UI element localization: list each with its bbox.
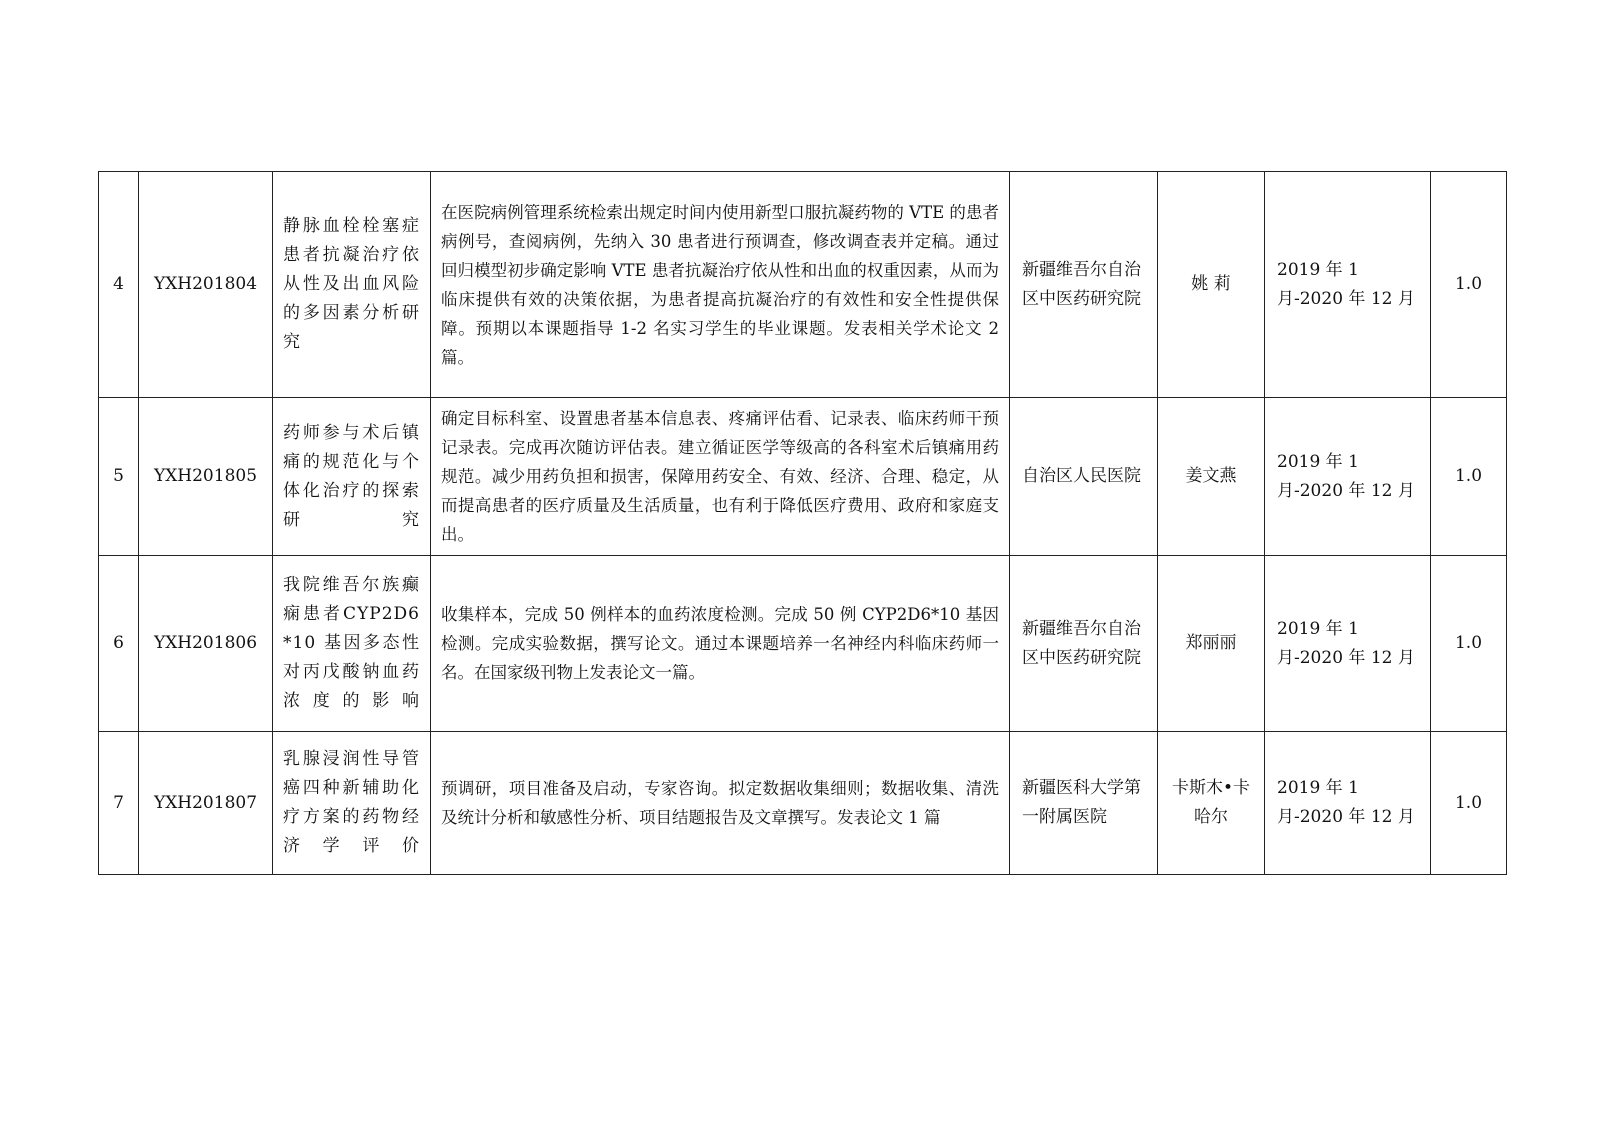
project-amount: 1.0 (1431, 398, 1507, 556)
project-period: 2019 年 1 月-2020 年 12 月 (1265, 732, 1431, 875)
table-row (99, 732, 1507, 875)
project-leader: 姜文燕 (1158, 398, 1265, 556)
project-title: 我院维吾尔族癫痫患者CYP2D6*10 基因多态性对丙戊酸钠血药浓度的影响 (273, 556, 431, 732)
project-organization: 新疆医科大学第一附属医院 (1010, 732, 1158, 875)
project-description: 在医院病例管理系统检索出规定时间内使用新型口服抗凝药物的 VTE 的患者病例号，查阅病例，先纳入 30 患者进行预调查，修改调查表并定稿。通过回归模型初步确定影响 VTE 患者抗凝治疗依从性和出血的权重因素，从而为临床提供有效的决策依据，为患者提高抗凝治疗的有效性和安全性提供保障。预期以本课题指导 1-2 名实习学生的毕业课题。发表相关学术论文 2 篇。 (431, 172, 1010, 398)
row-index: 6 (99, 556, 139, 732)
row-index: 5 (99, 398, 139, 556)
project-organization: 新疆维吾尔自治区中医药研究院 (1010, 172, 1158, 398)
row-index: 7 (99, 732, 139, 875)
project-code: YXH201806 (139, 556, 273, 732)
project-amount: 1.0 (1431, 556, 1507, 732)
project-description: 确定目标科室、设置患者基本信息表、疼痛评估看、记录表、临床药师干预记录表。完成再次随访评估表。建立循证医学等级高的各科室术后镇痛用药规范。减少用药负担和损害，保障用药安全、有效、经济、合理、稳定，从而提高患者的医疗质量及生活质量，也有利于降低医疗费用、政府和家庭支出。 (431, 398, 1010, 556)
project-title: 静脉血栓栓塞症患者抗凝治疗依从性及出血风险的多因素分析研究 (273, 172, 431, 398)
project-leader: 郑丽丽 (1158, 556, 1265, 732)
project-amount: 1.0 (1431, 172, 1507, 398)
project-table (98, 171, 1507, 875)
project-period: 2019 年 1 月-2020 年 12 月 (1265, 556, 1431, 732)
project-period: 2019 年 1 月-2020 年 12 月 (1265, 398, 1431, 556)
project-amount: 1.0 (1431, 732, 1507, 875)
table-row (99, 172, 1507, 398)
project-code: YXH201804 (139, 172, 273, 398)
project-period: 2019 年 1 月-2020 年 12 月 (1265, 172, 1431, 398)
project-leader: 姚 莉 (1158, 172, 1265, 398)
table-row (99, 398, 1507, 556)
project-description: 预调研，项目准备及启动，专家咨询。拟定数据收集细则；数据收集、清洗及统计分析和敏感性分析、项目结题报告及文章撰写。发表论文 1 篇 (431, 732, 1010, 875)
project-code: YXH201805 (139, 398, 273, 556)
project-organization: 新疆维吾尔自治区中医药研究院 (1010, 556, 1158, 732)
project-description: 收集样本，完成 50 例样本的血药浓度检测。完成 50 例 CYP2D6*10 基因检测。完成实验数据，撰写论文。通过本课题培养一名神经内科临床药师一名。在国家级刊物上发表论文一篇。 (431, 556, 1010, 732)
table-row (99, 556, 1507, 732)
row-index: 4 (99, 172, 139, 398)
project-title: 乳腺浸润性导管癌四种新辅助化疗方案的药物经济学评价 (273, 732, 431, 875)
project-code: YXH201807 (139, 732, 273, 875)
project-title: 药师参与术后镇痛的规范化与个体化治疗的探索研究 (273, 398, 431, 556)
project-organization: 自治区人民医院 (1010, 398, 1158, 556)
project-leader: 卡斯木•卡哈尔 (1158, 732, 1265, 875)
